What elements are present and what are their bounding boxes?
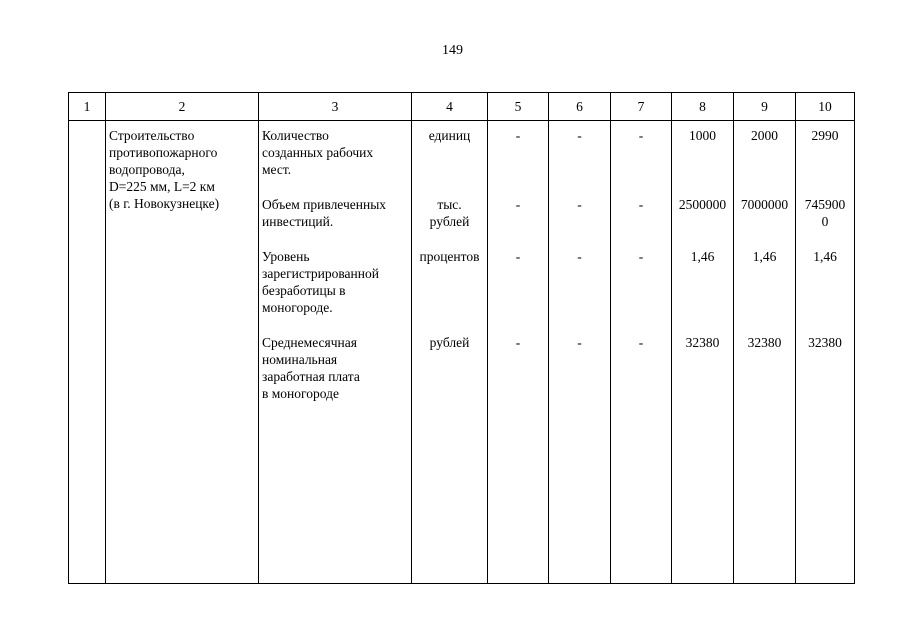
cell-col-10 [796, 121, 855, 584]
cell-col-6 [549, 121, 611, 584]
value-col-9: 2000 [751, 128, 778, 143]
header-col-10: 10 [796, 93, 855, 121]
header-col-7: 7 [611, 93, 672, 121]
unit-value [412, 127, 487, 144]
value-col-10: 1,46 [813, 249, 837, 264]
header-col-5: 5 [488, 93, 549, 121]
text-line: заработная плата [262, 369, 360, 384]
unit-value [412, 248, 487, 265]
text-line: рублей [429, 214, 470, 229]
header-col-3: 3 [259, 93, 412, 121]
value-col-7: - [638, 335, 644, 350]
indicator-name [259, 127, 411, 178]
value-col-7: - [638, 197, 644, 212]
text-line: процентов [419, 249, 480, 264]
value-col-8: 1,46 [690, 249, 715, 264]
value-col-5: - [515, 249, 521, 264]
text-line: 745900 [804, 197, 846, 212]
value-col-6: - [577, 197, 582, 212]
value-col-6: - [577, 128, 582, 143]
value-col-10: 2990 [811, 128, 839, 143]
value-col-6: - [577, 249, 582, 264]
text-line: инвестиций. [262, 214, 334, 229]
indicator-name [259, 334, 411, 402]
object-name-line: Строительство [109, 128, 195, 143]
cell-col-8 [672, 121, 734, 584]
object-name-line: противопожарного [109, 145, 218, 160]
object-name-line: водопровода, [109, 162, 185, 177]
table-row [69, 121, 855, 584]
value-col-8: 2500000 [678, 197, 727, 212]
text-line: моногороде. [262, 300, 333, 315]
cell-object-name [106, 121, 259, 584]
cell-col-1 [69, 121, 106, 584]
text-line: безработицы в [262, 283, 346, 298]
indicators-table [68, 92, 855, 584]
indicator-name [259, 196, 411, 230]
header-col-1: 1 [69, 93, 106, 121]
value-col-9: 1,46 [752, 249, 777, 264]
value-col-10: 32380 [808, 335, 842, 350]
value-col-9: 7000000 [740, 197, 789, 212]
value-col-5: - [515, 197, 521, 212]
text-line: Объем привлеченных [262, 197, 387, 212]
text-line: единиц [428, 128, 471, 143]
unit-value [412, 196, 487, 230]
text-line: тыс. [437, 197, 462, 212]
value-col-5: - [515, 335, 521, 350]
text-line: рублей [429, 335, 470, 350]
object-name-line: D=225 мм, L=2 км [109, 179, 215, 194]
text-line: зарегистрированной [262, 266, 379, 281]
text-line: Уровень [262, 249, 310, 264]
object-name-line: (в г. Новокузнецке) [109, 196, 220, 211]
text-line: в моногороде [262, 386, 339, 401]
value-col-8: 32380 [685, 335, 720, 350]
indicator-name [259, 248, 411, 316]
cell-col-7 [611, 121, 672, 584]
value-col-7: - [638, 128, 644, 143]
text-line: мест. [262, 162, 292, 177]
value-col-7: - [638, 249, 644, 264]
cell-units [412, 121, 488, 584]
text-line: номинальная [262, 352, 338, 367]
value-col-8: 1000 [689, 128, 716, 143]
object-name [109, 127, 256, 212]
cell-indicator-names [259, 121, 412, 584]
text-line: созданных рабочих [262, 145, 374, 160]
unit-value [412, 334, 487, 351]
value-col-6: - [577, 335, 582, 350]
cell-col-9 [734, 121, 796, 584]
cell-col-5 [488, 121, 549, 584]
header-col-2: 2 [106, 93, 259, 121]
text-line: 0 [821, 214, 829, 229]
value-col-10 [796, 196, 854, 230]
header-row [69, 93, 855, 121]
header-col-8: 8 [672, 93, 734, 121]
value-col-5: - [515, 128, 521, 143]
text-line: Количество [262, 128, 329, 143]
header-col-9: 9 [734, 93, 796, 121]
value-col-9: 32380 [747, 335, 782, 350]
text-line: Среднемесячная [262, 335, 357, 350]
page-number: 149 [442, 43, 463, 58]
header-col-4: 4 [412, 93, 488, 121]
header-col-6: 6 [549, 93, 611, 121]
